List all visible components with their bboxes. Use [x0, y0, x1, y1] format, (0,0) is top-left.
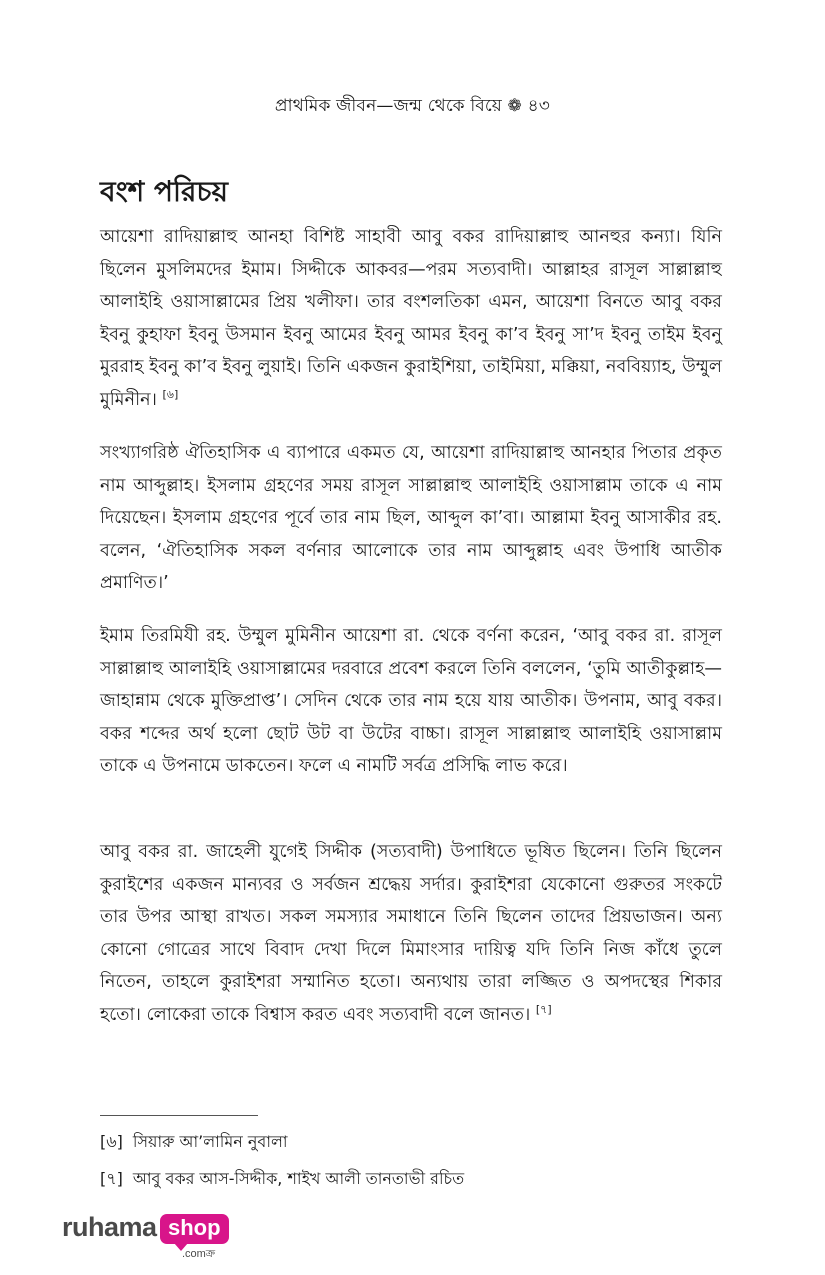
footnote-text: সিয়ারু আ’লামিন নুবালা [132, 1132, 288, 1151]
paragraph-text: আয়েশা রাদিয়াল্লাহু আনহা বিশিষ্ট সাহাবী আবু বকর রাদিয়াল্লাহু আনহুর কন্যা। যিনি ছিলেন মুসলিমদের ইমাম। সিদ্দীকে আকবর—পরম সত্যবাদী। আল্লাহর রাসূল সাল্লাল্লাহু আলাইহি ওয়াসাল্লামের প্রিয় খলীফা। তার বংশলতিকা এমন, আয়েশা বিনতে আবু বকর ইবনু কুহাফা ইবনু উসমান ইবনু আমের ইবনু আমর ইবনু কা’ব ইবনু সা’দ ইবনু তাইম ইবনু মুররাহ ইবনু কা’ব ইবনু লুয়াই। তিনি একজন কুরাইশিয়া, তাইমিয়া, মক্কিয়া, নববিয়্যাহ, উম্মুল মুমিনীন। [100, 227, 722, 410]
paragraph-text: সংখ্যাগরিষ্ঠ ঐতিহাসিক এ ব্যাপারে একমত যে, আয়েশা রাদিয়াল্লাহু আনহার পিতার প্রকৃত নাম আব্দুল্লাহ। ইসলাম গ্রহণের সময় রাসূল সাল্লাল্লাহু আলাইহি ওয়াসাল্লাম তাকে এ নাম দিয়েছেন। ইসলাম গ্রহণের পূর্বে তার নাম ছিল, আব্দুল কা’বা। আল্লামা ইবনু আসাকীর রহ. বলেন, ‘ঐতিহাসিক সকল বর্ণনার আলোকে তার নাম আব্দুল্লাহ এবং উপাধি আতীক প্রমাণিত।’ [100, 443, 722, 593]
footnote-text: আবু বকর আস-সিদ্দীক, শাইখ আলী তানতাভী রচিত [132, 1169, 465, 1188]
footnote-number: [৬] [100, 1132, 123, 1151]
footnote-item [100, 1166, 464, 1193]
footnote-number: [৭] [100, 1169, 123, 1188]
logo-bubble: shop [160, 1214, 229, 1244]
logo-text: ruhama [62, 1212, 157, 1242]
footnote-ref[interactable]: [৬] [162, 387, 179, 401]
section-title: বংশ পরিচয় [100, 175, 228, 208]
paragraph-text: ইমাম তিরমিযী রহ. উম্মুল মুমিনীন আয়েশা রা. থেকে বর্ণনা করেন, ‘আবু বকর রা. রাসূল সাল্লাল্লাহু আলাইহি ওয়াসাল্লামের দরবারে প্রবেশ করলে তিনি বললেন, ‘তুমি আতীকুল্লাহ—জাহান্নাম থেকে মুক্তিপ্রাপ্ত’। সেদিন থেকে তার নাম হয়ে যায় আতীক। উপনাম, আবু বকর। বকর শব্দের অর্থ হলো ছোট উট বা উটের বাচ্চা। রাসূল সাল্লাল্লাহু আলাইহি ওয়াসাল্লাম তাকে এ উপনামে ডাকতেন। ফলে এ নামটি সর্বত্র প্রসিদ্ধি লাভ করে। [100, 626, 722, 776]
paragraph-text: আবু বকর রা. জাহেলী যুগেই সিদ্দীক (সত্যবাদী) উপাধিতে ভূষিত ছিলেন। তিনি ছিলেন কুরাইশের একজন মান্যবর ও সর্বজন শ্রদ্ধেয় সর্দার। কুরাইশরা যেকোনো গুরুতর সংকটে তার উপর আস্থা রাখত। সকল সমস্যার সমাধানে তিনি ছিলেন তাদের প্রিয়ভাজন। অন্য কোনো গোত্রের সাথে বিবাদ দেখা দিলে মিমাংসার দায়িত্ব যদি তিনি নিজ কাঁধে তুলে নিতেন, তাহলে কুরাইশরা সম্মানিত হতো। অন্যথায় তারা লজ্জিত ও অপদস্থের শিকার হতো। লোকেরা তাকে বিশ্বাস করত এবং সত্যবাদী বলে জানত। [100, 842, 722, 1025]
paragraph-siddiq [100, 836, 722, 1031]
footnote-item [100, 1129, 288, 1156]
logo-domain: .comক্র [182, 1248, 216, 1260]
paragraph-atiq [100, 620, 722, 783]
footnote-ref[interactable]: [৭] [535, 1002, 552, 1016]
paragraph-lineage [100, 221, 722, 416]
running-header: প্রাথমিক জীবন—জন্ম থেকে বিয়ে ❁ ৪৩ [274, 96, 551, 116]
footnote-divider [100, 1115, 258, 1116]
paragraph-father-name [100, 437, 722, 600]
